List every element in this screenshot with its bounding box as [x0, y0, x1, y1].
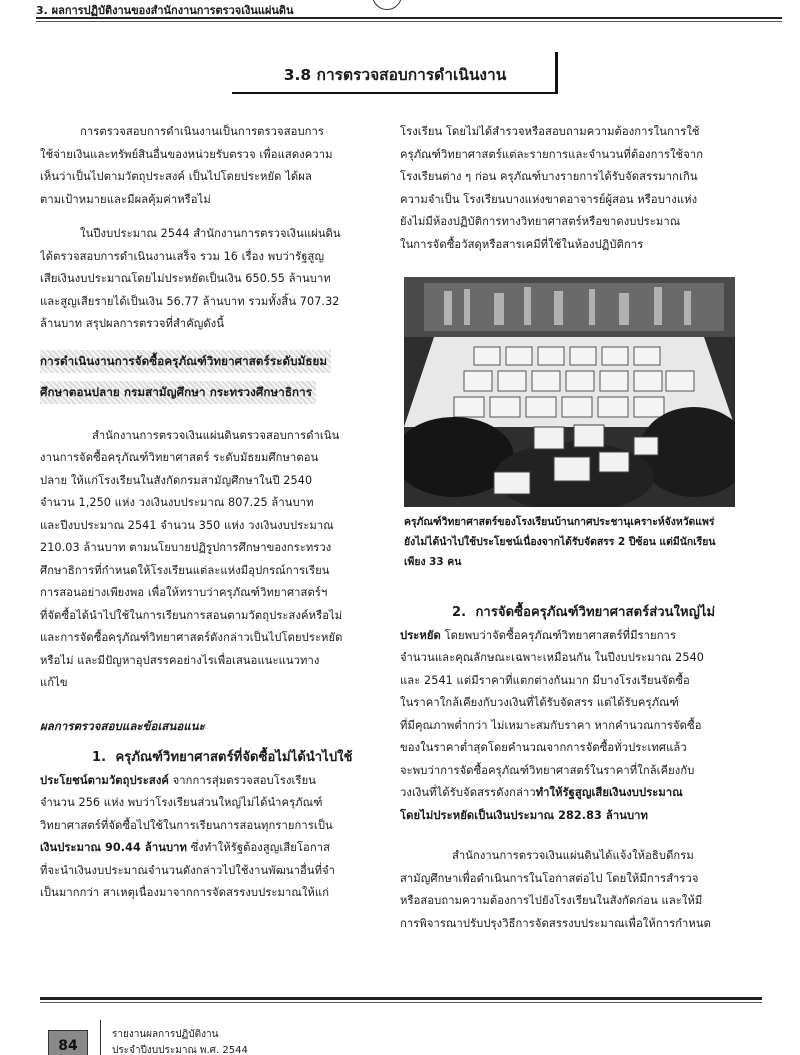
footer-divider: [100, 1020, 101, 1055]
finding-1-line-rest: จากการสุ่มตรวจสอบโรงเรียน: [168, 773, 316, 787]
text-line: [40, 837, 370, 860]
finding-2-title: [400, 602, 736, 625]
caption-line: ครุภัณฑ์วิทยาศาสตร์ของโรงเรียนบ้านกาศประชานุเคราะห์จังหวัดแพร่: [404, 516, 715, 528]
text-line: และ 2541 แต่มีราคาที่แตกต่างกันมาก มีบางโรงเรียนจัดซื้อ: [400, 673, 690, 687]
text-line: เป็นมากกว่า สาเหตุเนื่องมาจากการจัดสรรงบประมาณให้แก่: [40, 886, 330, 899]
text-line: ของในราคาต่ำสุดโดยคำนวณจากการจัดซื้อทั่วประเทศแล้ว: [400, 741, 687, 754]
text-line: และการจัดซื้อครุภัณฑ์วิทยาศาสตร์ดังกล่าวเป็นไปโดยประหยัด: [40, 631, 343, 644]
right-column-bottom: [400, 602, 736, 935]
text-line: การพิจารณาปรับปรุงวิธีการจัดสรรงบประมาณเพื่อให้การกำหนด: [400, 916, 711, 930]
text-line: จะพบว่าการจัดซื้อครุภัณฑ์วิทยาศาสตร์ในราคาที่ใกล้เคียงกับ: [400, 763, 695, 777]
finding-1-after-amount: ซึ่งทำให้รัฐต้องสูญเสียโอกาส: [187, 841, 331, 854]
intro-paragraph-1: [40, 121, 370, 211]
body-paragraph-1: [40, 425, 370, 695]
finding-2-number: 2.: [452, 605, 467, 620]
text-line: ที่มีคุณภาพต่ำกว่า ไม่เหมาะสมกับราคา หากคำนวณการจัดซื้อ: [400, 718, 702, 732]
text-line: สามัญศึกษาเพื่อดำเนินการในโอกาสต่อไป โดยให้มีการสำรวจ: [400, 871, 699, 885]
topic-subheading: [40, 350, 370, 413]
footer-rule-thin: [40, 1002, 762, 1003]
text-line: ที่จะนำเงินงบประมาณจำนวนดังกล่าวไปใช้งานพัฒนาอื่นที่จำ: [40, 863, 336, 877]
text-line: การตรวจสอบการดำเนินงานเป็นการตรวจสอบการ: [80, 125, 325, 138]
text-line: ศึกษาธิการที่กำหนดให้โรงเรียนแต่ละแห่งมีอุปกรณ์การเรียน: [40, 563, 330, 577]
finding-2-title-cont: ประหยัด: [400, 628, 441, 642]
text-line: ได้ตรวจสอบการดำเนินงานเสร็จ รวม 16 เรื่อง พบว่ารัฐสูญ: [40, 249, 325, 263]
footer-line: ประจำปีงบประมาณ พ.ศ. 2544: [112, 1045, 248, 1055]
photo-caption: [404, 512, 740, 572]
findings-heading: ผลการตรวจสอบและข้อเสนอแนะ: [40, 718, 205, 733]
text-line: แก้ไข: [40, 676, 68, 689]
text-line: 210.03 ล้านบาท ตามนโยบายปฏิรูปการศึกษาของกระทรวง: [40, 541, 332, 554]
intro-paragraph-2: [40, 223, 370, 336]
text-line: งานการจัดซื้อครุภัณฑ์วิทยาศาสตร์ ระดับมัธยมศึกษาตอน: [40, 451, 319, 464]
seal-emblem-icon: [372, 0, 402, 10]
text-line: ยังไม่มีห้องปฏิบัติการทางวิทยาศาสตร์หรือขาดงบประมาณ: [400, 215, 681, 228]
finding-2-mixed-normal: วงเงินที่ได้รับจัดสรรดังกล่าว: [400, 786, 536, 799]
finding-2-line-rest: โดยพบว่าจัดซื้อครุภัณฑ์วิทยาศาสตร์ที่มีรายการ: [440, 628, 677, 642]
text-line: ตามเป้าหมายและมีผลคุ้มค่าหรือไม่: [40, 192, 211, 206]
finding-1-amount: เงินประมาณ 90.44 ล้านบาท: [40, 841, 188, 854]
text-line: [400, 625, 736, 648]
text-line: สำนักงานการตรวจเงินแผ่นดินตรวจสอบการดำเนิน: [92, 428, 340, 442]
text-line: เห็นว่าเป็นไปตามวัตถุประสงค์ เป็นไปโดยประหยัด ได้ผล: [40, 170, 312, 183]
caption-line: เพียง 33 คน: [404, 556, 462, 568]
text-line: ใช้จ่ายเงินและทรัพย์สินอื่นของหน่วยรับตรวจ เพื่อแสดงความ: [40, 147, 333, 161]
page-number: 84: [48, 1030, 88, 1055]
finding-1-title-cont: ประโยชน์ตามวัตถุประสงค์: [40, 773, 169, 787]
text-line: โรงเรียน โดยไม่ได้สำรวจหรือสอบถามความต้องการในการใช้: [400, 125, 700, 138]
finding-1-title: [40, 747, 370, 770]
text-line: ความจำเป็น โรงเรียนบางแห่งขาดอาจารย์ผู้สอน หรือบางแห่ง: [400, 192, 698, 206]
text-line: ที่จัดซื้อได้นำไปใช้ในการเรียนการสอนตามวัตถุประสงค์หรือไม่: [40, 608, 343, 622]
finding-1-number: 1.: [92, 750, 107, 765]
text-line: ปลาย ให้แก่โรงเรียนในสังกัดกรมสามัญศึกษาในปี 2540: [40, 473, 313, 487]
finding-1: [40, 747, 370, 905]
finding-2-title-text: การจัดซื้อครุภัณฑ์วิทยาศาสตร์ส่วนใหญ่ไม่: [475, 605, 716, 620]
text-line: การสอนอย่างเพียงพอ เพื่อให้ทราบว่าครุภัณฑ์วิทยาศาสตร์ฯ: [40, 586, 328, 599]
text-line: ล้านบาท สรุปผลการตรวจที่สำคัญดังนี้: [40, 317, 225, 330]
text-line: ในปีงบประมาณ 2544 สำนักงานการตรวจเงินแผ่นดิน: [80, 227, 341, 240]
text-line: ครุภัณฑ์วิทยาศาสตร์แต่ละรายการและจำนวนที่ต้องการใช้จาก: [400, 147, 704, 161]
text-line: จำนวน 1,250 แห่ง วงเงินงบประมาณ 807.25 ล้านบาท: [40, 496, 314, 509]
text-line: [40, 770, 370, 793]
text-line: สำนักงานการตรวจเงินแผ่นดินได้แจ้งให้อธิบดีกรม: [452, 849, 694, 862]
header-rule-thin: [36, 21, 782, 22]
section-title: 3.8 การตรวจสอบการดำเนินงาน: [283, 66, 507, 84]
subheading-line: การดำเนินงานการจัดซื้อครุภัณฑ์วิทยาศาสตร์ระดับมัธยม: [40, 350, 331, 373]
caption-line: ยังไม่ได้นำไปใช้ประโยชน์เนื่องจากได้รับจัดสรร 2 ปีซ้อน แต่มีนักเรียน: [404, 536, 716, 548]
text-line: หรือไม่ และมีปัญหาอุปสรรคอย่างไรเพื่อเสนอแนะแนวทาง: [40, 653, 320, 667]
right-column-top: [400, 121, 736, 256]
text-line: ในการจัดซื้อวัสดุหรือสารเคมีที่ใช้ในห้องปฏิบัติการ: [400, 237, 644, 251]
lab-equipment-photo: [404, 277, 735, 507]
footer-text: [112, 1027, 248, 1055]
footer-rule: [40, 997, 762, 1000]
subheading-line: ศึกษาตอนปลาย กรมสามัญศึกษา กระทรวงศึกษาธิการ: [40, 381, 316, 404]
text-line: และปีงบประมาณ 2541 จำนวน 350 แห่ง วงเงินงบประมาณ: [40, 518, 334, 532]
finding-2-amount: โดยไม่ประหยัดเป็นเงินประมาณ 282.83 ล้านบาท: [400, 808, 649, 822]
text-line: จำนวน 256 แห่ง พบว่าโรงเรียนส่วนใหญ่ไม่ได้นำครุภัณฑ์: [40, 796, 323, 809]
finding-2-mixed-bold: ทำให้รัฐสูญเสียเงินงบประมาณ: [535, 786, 683, 799]
text-line: หรือสอบถามความต้องการไปยังโรงเรียนในสังกัดก่อน และให้มี: [400, 894, 703, 907]
text-line: จำนวนและคุณลักษณะเฉพาะเหมือนกัน ในปีงบประมาณ 2540: [400, 651, 705, 664]
text-line: วิทยาศาสตร์ที่จัดซื้อไปใช้ในการเรียนการสอนทุกรายการเป็น: [40, 818, 333, 832]
text-line: และสูญเสียรายได้เป็นเงิน 56.77 ล้านบาท รวมทั้งสิ้น 707.32: [40, 294, 340, 308]
text-line: เสียเงินงบประมาณโดยไม่ประหยัดเป็นเงิน 650.55 ล้านบาท: [40, 272, 331, 285]
header-rule: [36, 17, 782, 19]
text-line: โรงเรียนต่าง ๆ ก่อน ครุภัณฑ์บางรายการได้รับจัดสรรมากเกิน: [400, 170, 698, 183]
text-line: [400, 782, 736, 805]
text-line: ในราคาใกล้เคียงกับวงเงินที่ได้รับจัดสรร แต่ได้รับครุภัณฑ์: [400, 696, 679, 709]
running-header: 3. ผลการปฏิบัติงานของสำนักงานการตรวจเงินแผ่นดิน: [36, 4, 294, 17]
left-column: [40, 121, 370, 905]
finding-1-title-text: ครุภัณฑ์วิทยาศาสตร์ที่จัดซื้อไม่ได้นำไปใช้: [115, 750, 353, 765]
footer-line: รายงานผลการปฏิบัติงาน: [112, 1029, 219, 1040]
